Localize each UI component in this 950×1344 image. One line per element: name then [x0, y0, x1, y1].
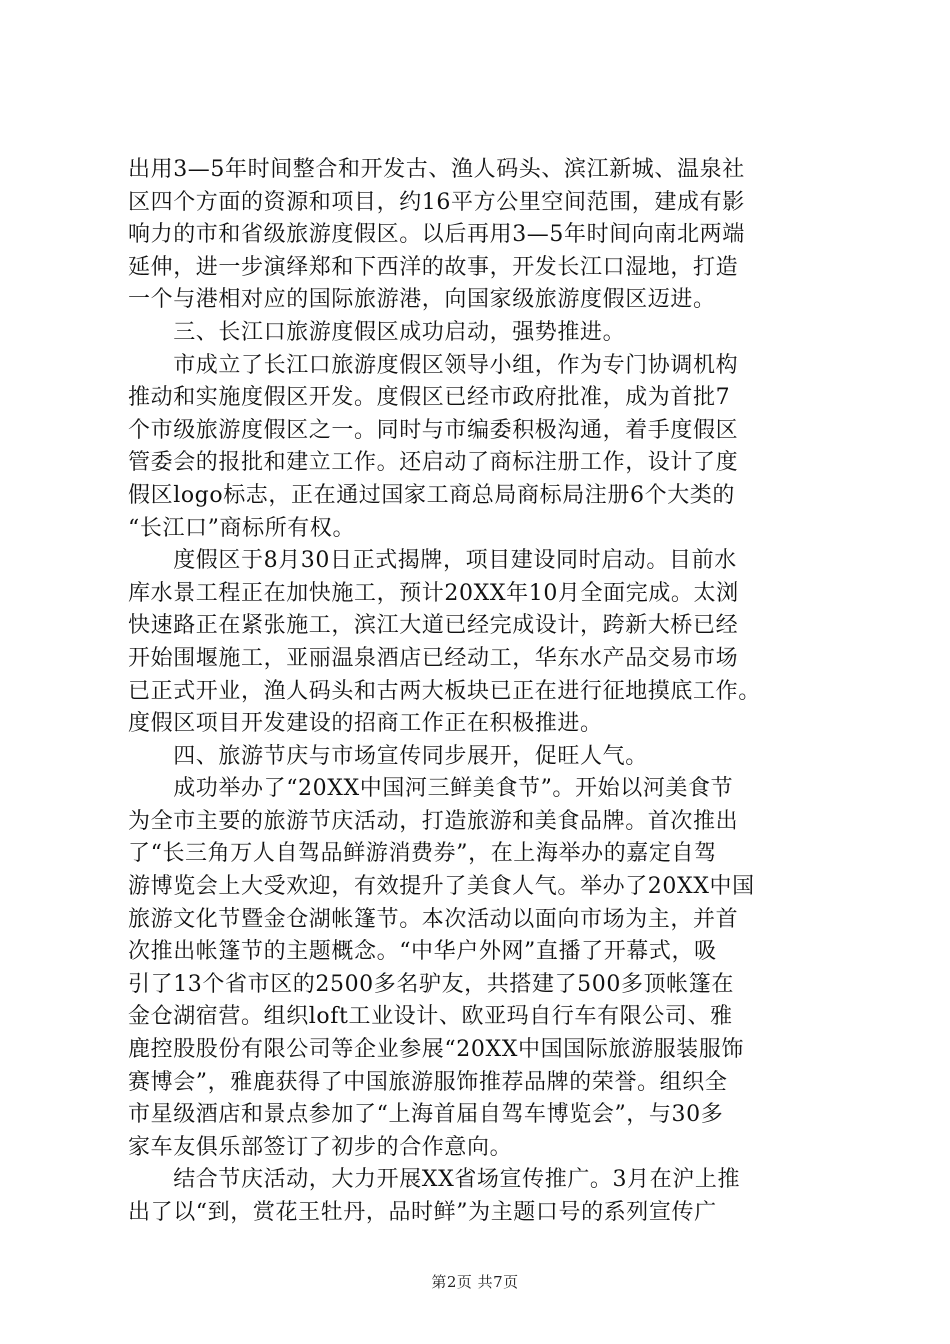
- text-line: 家车友俱乐部签订了初步的合作意向。: [128, 1134, 513, 1160]
- text-line: 赛博会”，雅鹿获得了中国旅游服饰推荐品牌的荣誉。组织全: [128, 1069, 728, 1095]
- text-line: 库水景工程正在加快施工，预计20XX年10月全面完成。太浏: [128, 580, 739, 606]
- text-line: 个市级旅游度假区之一。同时与市编委积极沟通，着手度假区: [128, 417, 739, 443]
- text-line: 推动和实施度假区开发。度假区已经市政府批准，成为首批7: [128, 385, 731, 411]
- text-line: 已正式开业，渔人码头和古两大板块已正在进行征地摸底工作。: [128, 678, 761, 704]
- text-line: 成功举办了“20XX中国河三鲜美食节”。开始以河美食节: [128, 776, 734, 802]
- text-line: 鹿控股股份有限公司等企业参展“20XX中国国际旅游服装服饰: [128, 1037, 744, 1063]
- text-line: 延伸，进一步演绎郑和下西洋的故事，开发长江口湿地，打造: [128, 254, 739, 280]
- text-line: 响力的市和省级旅游度假区。以后再用3—5年时间向南北两端: [128, 222, 745, 248]
- text-line: 引了13个省市区的2500多名驴友，共搭建了500多顶帐篷在: [128, 971, 734, 997]
- text-line: 开始围堰施工，亚丽温泉酒店已经动工，华东水产品交易市场: [128, 645, 739, 671]
- text-line: 出了以“到，赏花王牡丹，品时鲜”为主题口号的系列宣传广: [128, 1200, 717, 1225]
- text-line: 快速路正在紧张施工，滨江大道已经完成设计，跨新大桥已经: [128, 613, 739, 639]
- text-line: 旅游文化节暨金仓湖帐篷节。本次活动以面向市场为主，并首: [128, 906, 739, 932]
- text-line: 一个与港相对应的国际旅游港，向国家级旅游度假区迈进。: [128, 287, 716, 313]
- text-line: 度假区于8月30日正式揭牌，项目建设同时启动。目前水: [128, 548, 737, 574]
- document-body: [128, 154, 828, 1230]
- text-line: 出用3—5年时间整合和开发古、渔人码头、滨江新城、温泉社: [128, 157, 745, 182]
- page-number-footer: 第2页 共7页: [431, 1273, 519, 1291]
- text-line: 市成立了长江口旅游度假区领导小组，作为专门协调机构: [128, 352, 739, 378]
- text-line: 市星级酒店和景点参加了“上海首届自驾车博览会”，与30多: [128, 1102, 724, 1128]
- text-line: 假区logo标志，正在通过国家工商总局商标局注册6个大类的: [128, 482, 736, 508]
- text-line: 了“长三角万人自驾品鲜游消费券”，在上海举办的嘉定自驾: [128, 841, 717, 867]
- text-line: 管委会的报批和建立工作。还启动了商标注册工作，设计了度: [128, 450, 739, 476]
- text-line: “长江口”商标所有权。: [128, 515, 356, 541]
- section-heading: 四、旅游节庆与市场宣传同步展开，促旺人气。: [128, 743, 648, 769]
- text-line: 为全市主要的旅游节庆活动，打造旅游和美食品牌。首次推出: [128, 808, 739, 834]
- text-line: 结合节庆活动，大力开展XX省场宣传推广。3月在沪上推: [128, 1167, 741, 1193]
- text-line: 区四个方面的资源和项目，约16平方公里空间范围，建成有影: [128, 189, 745, 215]
- text-line: 游博览会上大受欢迎，有效提升了美食人气。举办了20XX中国: [128, 874, 755, 900]
- text-line: 金仓湖宿营。组织loft工业设计、欧亚玛自行车有限公司、雅: [128, 1004, 733, 1030]
- section-heading: 三、长江口旅游度假区成功启动，强势推进。: [128, 319, 626, 345]
- text-line: 度假区项目开发建设的招商工作正在积极推进。: [128, 711, 603, 737]
- text-line: 次推出帐篷节的主题概念。“中华户外网”直播了开幕式，吸: [128, 939, 717, 965]
